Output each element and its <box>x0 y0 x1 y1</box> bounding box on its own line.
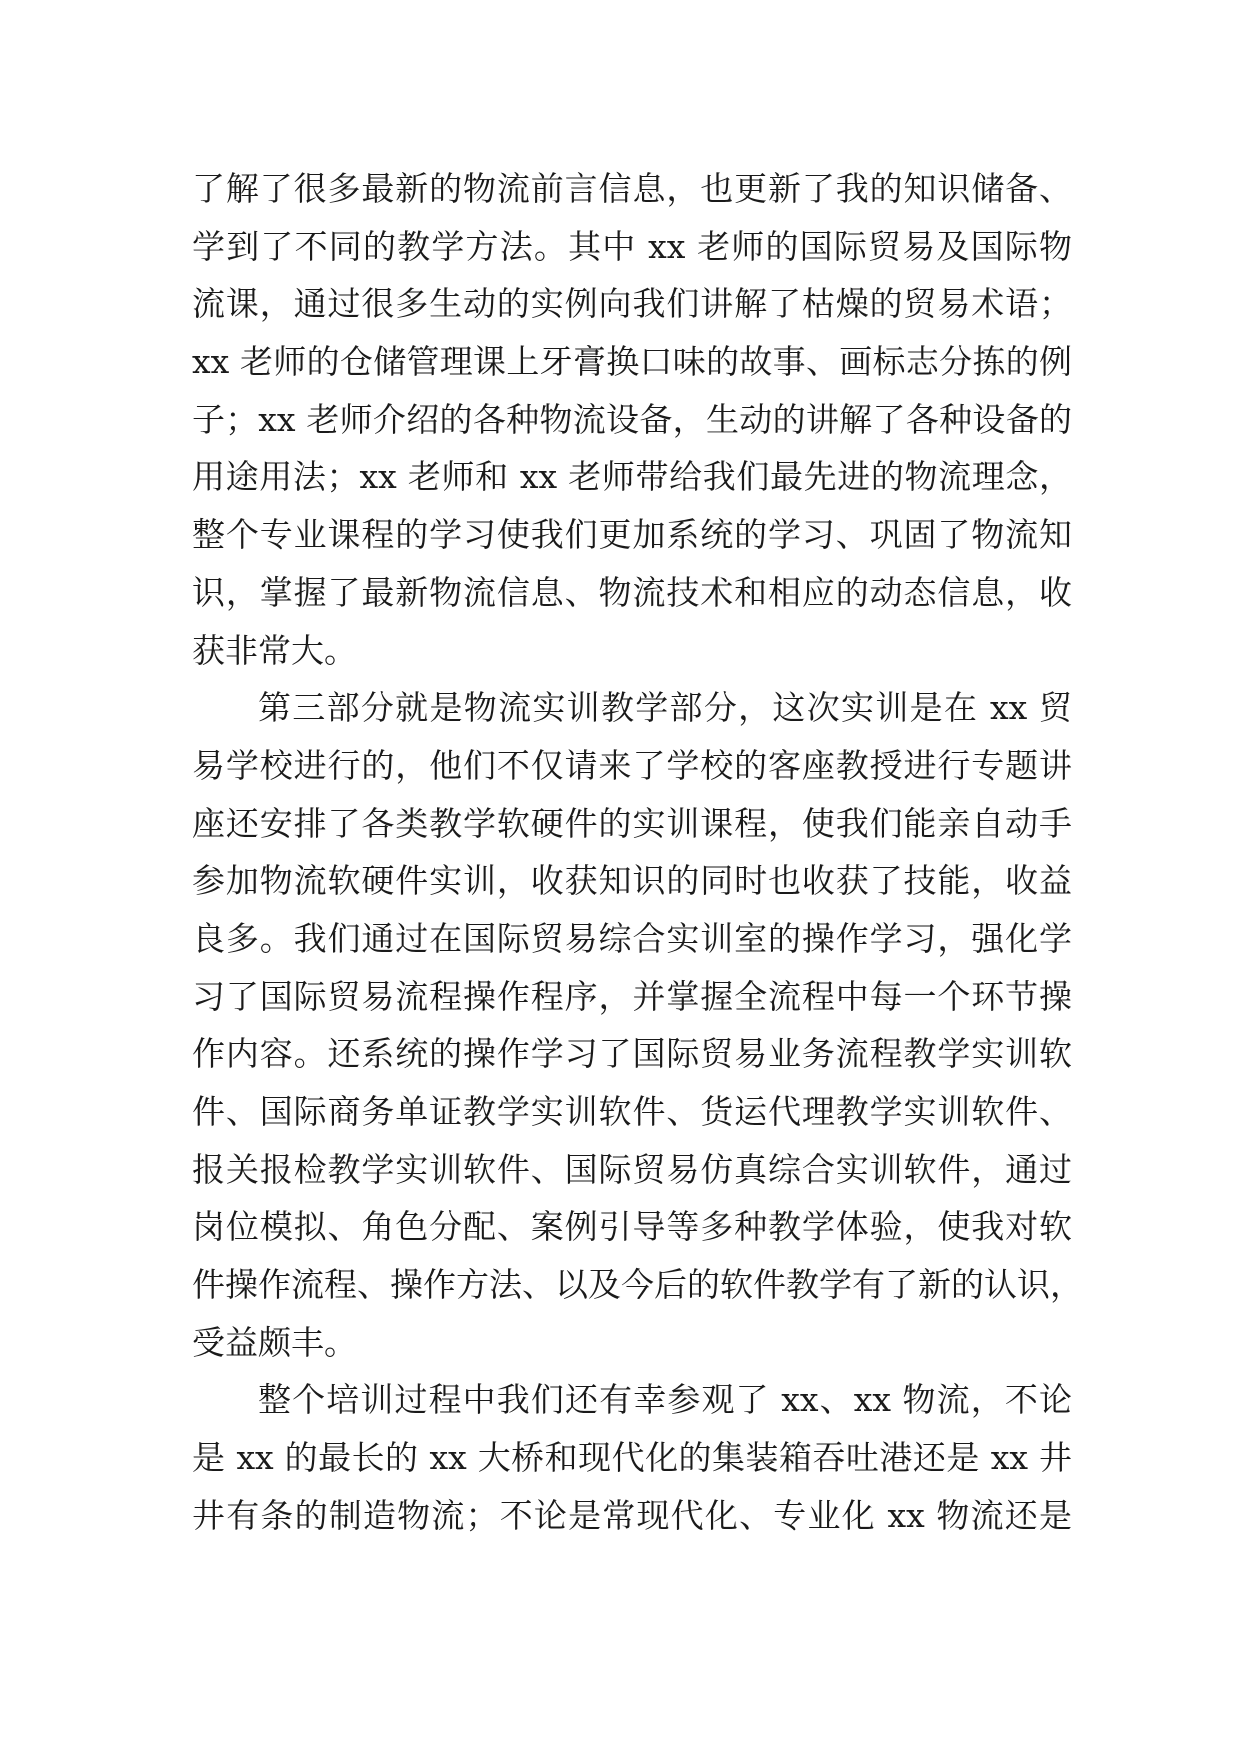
text-line: 习了国际贸易流程操作程序，并掌握全流程中每一个环节操 <box>192 976 1072 1016</box>
text-line: 座还安排了各类教学软硬件的实训课程，使我们能亲自动手 <box>192 803 1072 843</box>
text-line: 井有条的制造物流；不论是常现代化、专业化 xx 物流还是 <box>192 1495 1072 1535</box>
text-line: 良多。我们通过在国际贸易综合实训室的操作学习，强化学 <box>192 918 1072 958</box>
text-line: 易学校进行的，他们不仅请来了学校的客座教授进行专题讲 <box>192 745 1072 785</box>
body-text <box>192 160 1083 1545</box>
text-line: 识，掌握了最新物流信息、物流技术和相应的动态信息，收 <box>192 572 1072 612</box>
paragraph-3 <box>192 1371 1072 1544</box>
text-line: 用途用法；xx 老师和 xx 老师带给我们最先进的物流理念， <box>192 457 1072 497</box>
text-line: 流课，通过很多生动的实例向我们讲解了枯燥的贸易术语； <box>192 284 1072 324</box>
text-line: 整个专业课程的学习使我们更加系统的学习、巩固了物流知 <box>192 515 1072 555</box>
text-line: 报关报检教学实训软件、国际贸易仿真综合实训软件，通过 <box>192 1149 1072 1189</box>
text-line: 件操作流程、操作方法、以及今后的软件教学有了新的认识， <box>192 1265 1083 1305</box>
text-line: 获非常大。 <box>192 630 357 670</box>
paragraph-1 <box>192 160 1072 679</box>
text-line: 整个培训过程中我们还有幸参观了 xx、xx 物流，不论 <box>258 1380 1072 1420</box>
text-line: 岗位模拟、角色分配、案例引导等多种教学体验，使我对软 <box>192 1207 1072 1247</box>
text-line: 受益颇丰。 <box>192 1322 357 1362</box>
text-line: 件、国际商务单证教学实训软件、货运代理教学实训软件、 <box>192 1092 1072 1131</box>
text-line: 是 xx 的最长的 xx 大桥和现代化的集装箱吞吐港还是 xx 井 <box>192 1438 1072 1478</box>
text-line: 了解了很多最新的物流前言信息，也更新了我的知识储备、 <box>192 169 1072 208</box>
text-line: xx 老师的仓储管理课上牙膏换口味的故事、画标志分拣的例 <box>192 342 1072 382</box>
text-line: 参加物流软硬件实训，收获知识的同时也收获了技能，收益 <box>192 861 1072 901</box>
paragraph-2 <box>192 679 1083 1371</box>
text-line: 作内容。还系统的操作学习了国际贸易业务流程教学实训软 <box>192 1034 1072 1074</box>
text-line: 子；xx 老师介绍的各种物流设备，生动的讲解了各种设备的 <box>192 399 1072 439</box>
text-line: 学到了不同的教学方法。其中 xx 老师的国际贸易及国际物 <box>192 226 1072 266</box>
text-line: 第三部分就是物流实训教学部分，这次实训是在 xx 贸 <box>258 688 1072 728</box>
